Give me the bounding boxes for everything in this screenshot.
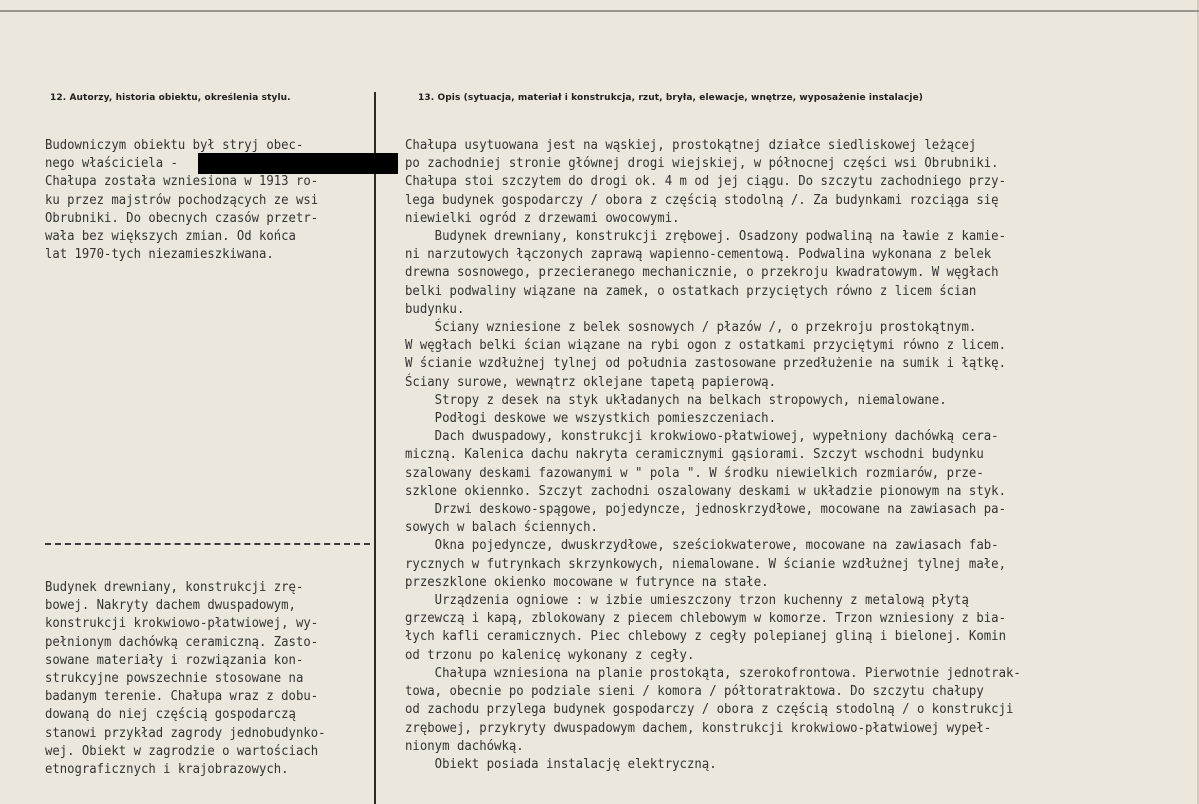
top-border-line bbox=[0, 10, 1199, 12]
dashed-separator bbox=[45, 543, 370, 545]
description-text: Chałupa usytuowana jest na wąskiej, prostokątnej działce siedliskowej leżącej po zachodniej stronie głównej drogi wiejskiej, w północnej części wsi Obrubniki. Chałupa stoi szczytem do drogi ok. 4 m od jej ciągu. Do szczytu zachodniego przy- lega budynek gospodarczy / obora z częścią stodolną /. Za budynkami rozciąga się niewielki ogród z drzewami owocowymi. Budynek drewniany, konstrukcji zrębowej. Osadzony podwaliną na ławie z kamie- ni narzutowych łączonych zaprawą wapienno-cementową. Podwalina wykonana z belek drewna sosnowego, przecieranego mechanicznie, o przekroju kwadratowym. W węgłach belki podwaliny wiązane na zamek, o ostatkach przyciętych równo z licem ścian budynku. Ściany wzniesione z belek sosnowych / płazów /, o przekroju prostokątnym. W węgłach belki ścian wiązane na rybi ogon z ostatkami przyciętymi równo z licem. W ścianie wzdłużnej tylnej od południa zastosowane przedłużenie na sumik i łątkę. Ściany surowe, wewnątrz oklejane tapetą papierową. Stropy z desek na styk układanych na belkach stropowych, niemalowane. Podłogi deskowe we wszystkich pomieszczeniach. Dach dwuspadowy, konstrukcji krokwiowo-płatwiowej, wypełniony dachówką cera- miczną. Kalenica dachu nakryta ceramicznymi gąsiorami. Szczyt wschodni budynku szalowany deskami fazowanymi w " pola ". W środku niewielkich rozmiarów, prze- szklone okiennko. Szczyt zachodni oszalowany deskami w układzie pionowym na styk. Drzwi deskowo-spągowe, pojedyncze, jednoskrzydłowe, mocowane na zawiasach pa- sowych w balach ściennych. Okna pojedyncze, dwuskrzydłowe, sześciokwaterowe, mocowane na zawiasach fab- rycznych w futrynkach skrzynkowych, niemalowane. W ścianie wzdłużnej tylnej małe, przeszklone okienko mocowane w futrynce na stałe. Urządzenia ogniowe : w izbie umieszczony trzon kuchenny z metalową płytą grzewczą i kapą, zblokowany z piecem chlebowym w komorze. Trzon wzniesiony z bia- łych kafli ceramicznych. Piec chlebowy z cegły polepianej gliną i bielonej. Komin od trzonu po kalenicę wykonany z cegły. Chałupa wzniesiona na planie prostokąta, szerokofrontowa. Pierwotnie jednotrak- towa, obecnie po podziale sieni / komora / półtoratraktowa. Do szczytu chałupy od zachodu przylega budynek gospodarczy / obora z częścią stodolną / o konstrukcji zrębowej, przykryty dwuspadowym dachem, konstrukcji krokwiowo-płatwiowej wypeł- nionym dachówką. Obiekt posiada instalację elektryczną. bbox=[405, 138, 1021, 772]
section-13-header: 13. Opis (sytuacja, materiał i konstrukcja, rzut, bryła, elewacje, wnętrze, wyposażenie instalacje) bbox=[418, 93, 924, 103]
section-12-header: 12. Autorzy, historia obiektu, określenia stylu. bbox=[50, 93, 291, 103]
authors-history-text: Budowniczym obiektu był stryj obec- nego właściciela - Chałupa została wzniesiona w 1913 ro- ku przez majstrów pochodzących ze wsi Obrubniki. Do obecnych czasów przetr- wała bez większych zmian. Od końca lat 1970-tych niezamieszkiwana. bbox=[45, 138, 319, 263]
column-divider bbox=[374, 92, 376, 804]
style-summary-text: Budynek drewniany, konstrukcji zrę- bowej. Nakryty dachem dwuspadowym, konstrukcji krokwiowo-płatwiowej, wy- pełnionym dachówką ceramiczną. Zasto- sowane materiały i rozwiązania kon- strukcyjne powszechnie stosowane na badanym terenie. Chałupa wraz z dobu- dowaną do niej częścią gospodarczą stanowi przykład zagrody jednobudynko- wej. Obiekt w zagrodzie o wartościach etnograficznych i krajobrazowych. bbox=[45, 580, 326, 778]
redacted-name bbox=[198, 153, 398, 174]
